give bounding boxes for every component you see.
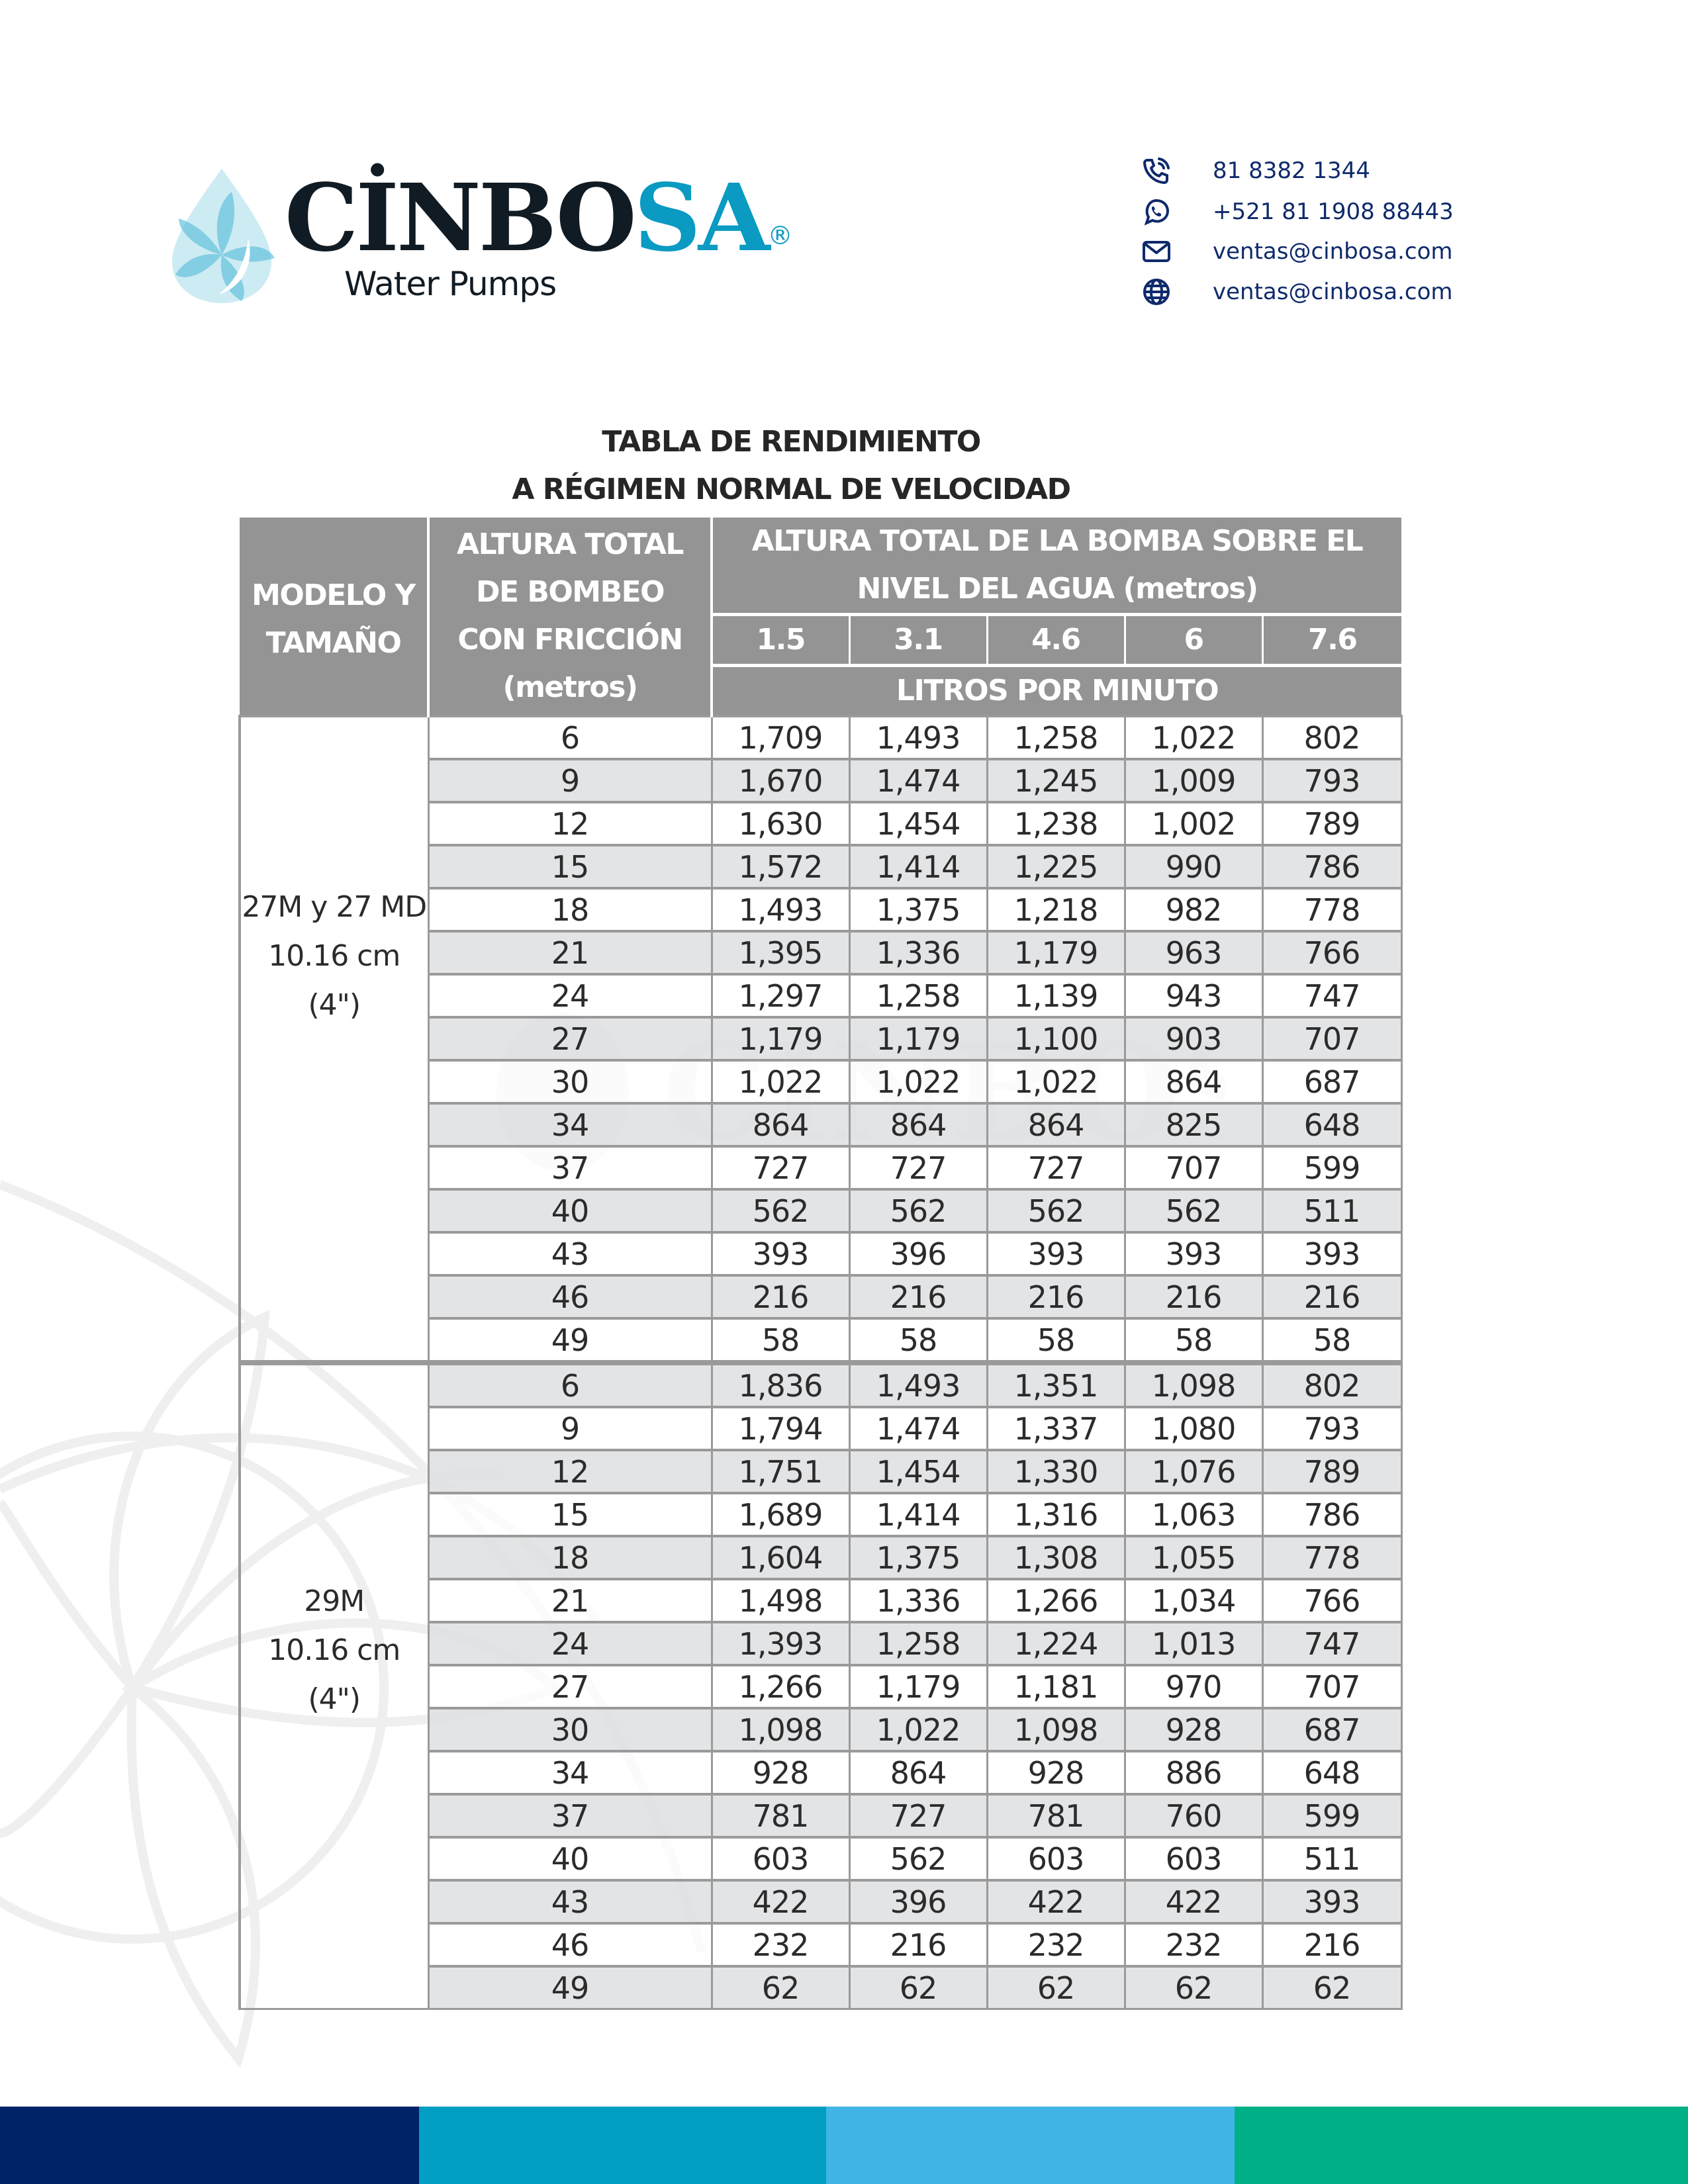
total-head-cell: 43	[428, 1880, 712, 1923]
flow-value-cell: 1,022	[849, 1060, 987, 1103]
model-label	[241, 717, 428, 1030]
model-label	[241, 1365, 428, 1724]
flow-value-cell: 1,454	[849, 1450, 987, 1493]
footer-color-bar	[0, 2107, 1688, 2184]
flow-value-cell: 781	[712, 1794, 849, 1837]
flow-value-cell: 786	[1262, 1493, 1401, 1536]
flow-value-cell: 216	[1125, 1275, 1262, 1318]
flow-value-cell: 1,002	[1125, 802, 1262, 845]
total-head-cell: 43	[428, 1232, 712, 1275]
flow-value-cell: 982	[1125, 888, 1262, 931]
flow-value-cell: 903	[1125, 1017, 1262, 1060]
flow-value-cell: 599	[1262, 1794, 1401, 1837]
flow-value-cell: 1,181	[987, 1665, 1125, 1708]
brand-name-dark: CİNBO	[285, 164, 634, 273]
contact-website-text: ventas@cinbosa.com	[1213, 279, 1453, 305]
flow-value-cell: 1,836	[712, 1363, 849, 1407]
flow-value-cell: 789	[1262, 802, 1401, 845]
flow-value-cell: 1,218	[987, 888, 1125, 931]
flow-value-cell: 1,098	[1125, 1363, 1262, 1407]
header-head-line1: ALTURA TOTAL	[457, 527, 683, 561]
total-head-cell: 37	[428, 1146, 712, 1189]
flow-value-cell: 707	[1125, 1146, 1262, 1189]
contact-email[interactable]	[1142, 232, 1539, 271]
flow-value-cell: 943	[1125, 974, 1262, 1017]
flow-value-cell: 864	[712, 1103, 849, 1146]
flow-value-cell: 62	[1125, 1966, 1262, 2009]
flow-value-cell: 1,498	[712, 1579, 849, 1622]
flow-value-cell: 1,179	[849, 1017, 987, 1060]
flow-value-cell: 1,493	[712, 888, 849, 931]
flow-value-cell: 393	[987, 1232, 1125, 1275]
header-model-line1: MODELO Y	[252, 578, 415, 612]
flow-value-cell: 1,022	[712, 1060, 849, 1103]
flow-value-cell: 1,266	[987, 1579, 1125, 1622]
flow-value-cell: 1,076	[1125, 1450, 1262, 1493]
model-cell	[240, 1363, 428, 2009]
flow-value-cell: 1,225	[987, 845, 1125, 888]
flow-value-cell: 58	[1125, 1318, 1262, 1363]
flow-value-cell: 232	[987, 1923, 1125, 1966]
flow-value-cell: 393	[1125, 1232, 1262, 1275]
page-title: TABLA DE RENDIMIENTO	[602, 425, 980, 459]
flow-value-cell: 1,337	[987, 1407, 1125, 1450]
flow-value-cell: 781	[987, 1794, 1125, 1837]
brand-tagline: Water Pumps	[344, 265, 557, 303]
flow-value-cell: 1,604	[712, 1536, 849, 1579]
total-head-cell: 12	[428, 802, 712, 845]
page-subtitle: A RÉGIMEN NORMAL DE VELOCIDAD	[512, 473, 1070, 506]
flow-value-cell: 1,238	[987, 802, 1125, 845]
flow-value-cell: 963	[1125, 931, 1262, 974]
flow-value-cell: 928	[987, 1751, 1125, 1794]
table-body	[240, 716, 1401, 2009]
header-pump-height-3: 4.6	[987, 615, 1125, 666]
flow-value-cell: 1,179	[712, 1017, 849, 1060]
flow-value-cell: 1,670	[712, 759, 849, 802]
flow-value-cell: 511	[1262, 1837, 1401, 1880]
flow-value-cell: 802	[1262, 1363, 1401, 1407]
flow-value-cell: 1,297	[712, 974, 849, 1017]
flow-value-cell: 793	[1262, 1407, 1401, 1450]
total-head-cell: 46	[428, 1923, 712, 1966]
flow-value-cell: 62	[987, 1966, 1125, 2009]
flow-value-cell: 1,316	[987, 1493, 1125, 1536]
flow-value-cell: 1,493	[849, 1363, 987, 1407]
total-head-cell: 15	[428, 1493, 712, 1536]
flow-value-cell: 1,330	[987, 1450, 1125, 1493]
flow-value-cell: 727	[849, 1146, 987, 1189]
flow-value-cell: 1,393	[712, 1622, 849, 1665]
flow-value-cell: 786	[1262, 845, 1401, 888]
flow-value-cell: 928	[712, 1751, 849, 1794]
total-head-cell: 49	[428, 1966, 712, 2009]
flow-value-cell: 1,689	[712, 1493, 849, 1536]
brand-name-accent: SA	[633, 164, 768, 273]
total-head-cell: 12	[428, 1450, 712, 1493]
table-row	[240, 716, 1401, 759]
model-line: 10.16 cm	[268, 939, 400, 973]
flow-value-cell: 1,308	[987, 1536, 1125, 1579]
flow-value-cell: 1,414	[849, 845, 987, 888]
header-pump-height-title	[712, 518, 1401, 565]
flow-value-cell: 58	[849, 1318, 987, 1363]
flow-value-cell: 648	[1262, 1103, 1401, 1146]
flow-value-cell: 1,245	[987, 759, 1125, 802]
header-pump-line1: ALTURA TOTAL DE LA BOMBA SOBRE EL	[751, 524, 1363, 558]
flow-value-cell: 1,022	[849, 1708, 987, 1751]
footer-segment-green	[1235, 2107, 1688, 2184]
flow-value-cell: 1,630	[712, 802, 849, 845]
flow-value-cell: 511	[1262, 1189, 1401, 1232]
total-head-cell: 34	[428, 1103, 712, 1146]
header-pump-height-5: 7.6	[1262, 615, 1401, 666]
flow-value-cell: 766	[1262, 1579, 1401, 1622]
flow-value-cell: 1,794	[712, 1407, 849, 1450]
flow-value-cell: 562	[849, 1837, 987, 1880]
flow-value-cell: 778	[1262, 1536, 1401, 1579]
flow-value-cell: 760	[1125, 1794, 1262, 1837]
total-head-cell: 15	[428, 845, 712, 888]
flow-value-cell: 1,414	[849, 1493, 987, 1536]
flow-value-cell: 707	[1262, 1665, 1401, 1708]
flow-value-cell: 62	[712, 1966, 849, 2009]
flow-value-cell: 603	[712, 1837, 849, 1880]
flow-value-cell: 216	[849, 1275, 987, 1318]
flow-value-cell: 1,022	[987, 1060, 1125, 1103]
total-head-cell: 37	[428, 1794, 712, 1837]
flow-value-cell: 727	[712, 1146, 849, 1189]
flow-value-cell: 864	[849, 1751, 987, 1794]
header-model-line2: TAMAÑO	[265, 626, 401, 660]
flow-value-cell: 599	[1262, 1146, 1401, 1189]
flow-value-cell: 687	[1262, 1060, 1401, 1103]
contact-whatsapp-text: +521 81 1908 88443	[1213, 199, 1454, 225]
flow-value-cell: 562	[712, 1189, 849, 1232]
footer-segment-teal	[419, 2107, 826, 2184]
model-cell	[240, 716, 428, 1363]
header-pump-height-4: 6	[1125, 615, 1262, 666]
flow-value-cell: 1,179	[987, 931, 1125, 974]
flow-value-cell: 62	[849, 1966, 987, 2009]
flow-value-cell: 232	[1125, 1923, 1262, 1966]
total-head-cell: 49	[428, 1318, 712, 1363]
contact-info	[1142, 151, 1539, 316]
contact-phone[interactable]	[1142, 151, 1539, 191]
flow-value-cell: 778	[1262, 888, 1401, 931]
phone-icon	[1142, 156, 1171, 185]
contact-email-text: ventas@cinbosa.com	[1213, 238, 1453, 265]
flow-value-cell: 687	[1262, 1708, 1401, 1751]
total-head-cell: 9	[428, 1407, 712, 1450]
flow-value-cell: 216	[1262, 1923, 1401, 1966]
total-head-cell: 40	[428, 1837, 712, 1880]
contact-phone-text: 81 8382 1344	[1213, 158, 1370, 184]
flow-value-cell: 825	[1125, 1103, 1262, 1146]
total-head-cell: 6	[428, 1363, 712, 1407]
flow-value-cell: 747	[1262, 1622, 1401, 1665]
flow-value-cell: 393	[712, 1232, 849, 1275]
total-head-cell: 18	[428, 888, 712, 931]
total-head-cell: 34	[428, 1751, 712, 1794]
flow-value-cell: 793	[1262, 759, 1401, 802]
flow-value-cell: 1,375	[849, 888, 987, 931]
footer-segment-sky	[826, 2107, 1235, 2184]
total-head-cell: 27	[428, 1017, 712, 1060]
header-total-head	[428, 518, 712, 716]
flow-value-cell: 802	[1262, 716, 1401, 759]
contact-website[interactable]	[1142, 272, 1539, 312]
header-unit: LITROS POR MINUTO	[712, 666, 1401, 717]
flow-value-cell: 928	[1125, 1708, 1262, 1751]
total-head-cell: 24	[428, 974, 712, 1017]
flow-value-cell: 1,572	[712, 845, 849, 888]
total-head-cell: 40	[428, 1189, 712, 1232]
flow-value-cell: 864	[1125, 1060, 1262, 1103]
flow-value-cell: 422	[712, 1880, 849, 1923]
total-head-cell: 30	[428, 1708, 712, 1751]
registered-mark: ®	[767, 221, 790, 250]
flow-value-cell: 1,454	[849, 802, 987, 845]
total-head-cell: 21	[428, 931, 712, 974]
footer-segment-navy	[0, 2107, 419, 2184]
flow-value-cell: 562	[1125, 1189, 1262, 1232]
flow-value-cell: 58	[1262, 1318, 1401, 1363]
flow-value-cell: 232	[712, 1923, 849, 1966]
contact-whatsapp[interactable]	[1142, 192, 1539, 232]
flow-value-cell: 1,474	[849, 1407, 987, 1450]
flow-value-cell: 1,022	[1125, 716, 1262, 759]
flow-value-cell: 216	[849, 1923, 987, 1966]
flow-value-cell: 1,063	[1125, 1493, 1262, 1536]
total-head-cell: 6	[428, 716, 712, 759]
flow-value-cell: 1,098	[712, 1708, 849, 1751]
flow-value-cell: 1,055	[1125, 1536, 1262, 1579]
flow-value-cell: 1,013	[1125, 1622, 1262, 1665]
header-head-line3: CON FRICCIÓN	[457, 623, 682, 657]
flow-value-cell: 562	[987, 1189, 1125, 1232]
flow-value-cell: 58	[712, 1318, 849, 1363]
brand-logo	[169, 164, 790, 311]
flow-value-cell: 603	[1125, 1837, 1262, 1880]
flow-value-cell: 970	[1125, 1665, 1262, 1708]
flow-value-cell: 1,258	[849, 974, 987, 1017]
total-head-cell: 24	[428, 1622, 712, 1665]
flow-value-cell: 422	[1125, 1880, 1262, 1923]
flow-value-cell: 886	[1125, 1751, 1262, 1794]
flow-value-cell: 1,375	[849, 1536, 987, 1579]
header-pump-height-2: 3.1	[849, 615, 987, 666]
flow-value-cell: 562	[849, 1189, 987, 1232]
flow-value-cell: 789	[1262, 1450, 1401, 1493]
model-line: (4")	[308, 1682, 361, 1716]
flow-value-cell: 1,709	[712, 716, 849, 759]
flow-value-cell: 62	[1262, 1966, 1401, 2009]
flow-value-cell: 1,493	[849, 716, 987, 759]
flow-value-cell: 727	[849, 1794, 987, 1837]
performance-table	[238, 518, 1403, 2010]
whatsapp-icon	[1142, 197, 1171, 226]
mail-icon	[1142, 237, 1171, 266]
flow-value-cell: 1,751	[712, 1450, 849, 1493]
flow-value-cell: 766	[1262, 931, 1401, 974]
header-pump-line2: NIVEL DEL AGUA (metros)	[857, 572, 1258, 606]
globe-icon	[1142, 277, 1171, 306]
flow-value-cell: 603	[987, 1837, 1125, 1880]
model-line: 27M y 27 MD	[242, 890, 427, 924]
flow-value-cell: 990	[1125, 845, 1262, 888]
flow-value-cell: 1,395	[712, 931, 849, 974]
model-line: 10.16 cm	[268, 1633, 400, 1667]
flow-value-cell: 1,336	[849, 1579, 987, 1622]
header-head-line2: DE BOMBEO	[475, 575, 665, 609]
flow-value-cell: 1,224	[987, 1622, 1125, 1665]
model-line: (4")	[308, 988, 361, 1022]
flow-value-cell: 396	[849, 1232, 987, 1275]
water-drop-flower-icon	[169, 165, 275, 304]
flow-value-cell: 1,351	[987, 1363, 1125, 1407]
flow-value-cell: 747	[1262, 974, 1401, 1017]
flow-value-cell: 727	[987, 1146, 1125, 1189]
flow-value-cell: 393	[1262, 1880, 1401, 1923]
flow-value-cell: 1,009	[1125, 759, 1262, 802]
header-head-line4: (metros)	[502, 670, 637, 704]
flow-value-cell: 1,474	[849, 759, 987, 802]
flow-value-cell: 1,258	[849, 1622, 987, 1665]
flow-value-cell: 422	[987, 1880, 1125, 1923]
header-model	[240, 518, 428, 716]
flow-value-cell: 216	[987, 1275, 1125, 1318]
flow-value-cell: 216	[1262, 1275, 1401, 1318]
header-pump-height-title-2	[712, 565, 1401, 615]
model-line: 29M	[304, 1584, 365, 1618]
flow-value-cell: 864	[849, 1103, 987, 1146]
flow-value-cell: 1,080	[1125, 1407, 1262, 1450]
flow-value-cell: 1,100	[987, 1017, 1125, 1060]
flow-value-cell: 1,266	[712, 1665, 849, 1708]
flow-value-cell: 216	[712, 1275, 849, 1318]
total-head-cell: 27	[428, 1665, 712, 1708]
flow-value-cell: 1,034	[1125, 1579, 1262, 1622]
total-head-cell: 46	[428, 1275, 712, 1318]
total-head-cell: 30	[428, 1060, 712, 1103]
flow-value-cell: 396	[849, 1880, 987, 1923]
flow-value-cell: 393	[1262, 1232, 1401, 1275]
total-head-cell: 9	[428, 759, 712, 802]
flow-value-cell: 1,098	[987, 1708, 1125, 1751]
total-head-cell: 21	[428, 1579, 712, 1622]
header-pump-height-1: 1.5	[712, 615, 849, 666]
flow-value-cell: 1,139	[987, 974, 1125, 1017]
brand-name	[285, 165, 790, 271]
table-row	[240, 1363, 1401, 1407]
flow-value-cell: 707	[1262, 1017, 1401, 1060]
flow-value-cell: 648	[1262, 1751, 1401, 1794]
flow-value-cell: 864	[987, 1103, 1125, 1146]
flow-value-cell: 58	[987, 1318, 1125, 1363]
flow-value-cell: 1,258	[987, 716, 1125, 759]
flow-value-cell: 1,336	[849, 931, 987, 974]
flow-value-cell: 1,179	[849, 1665, 987, 1708]
total-head-cell: 18	[428, 1536, 712, 1579]
